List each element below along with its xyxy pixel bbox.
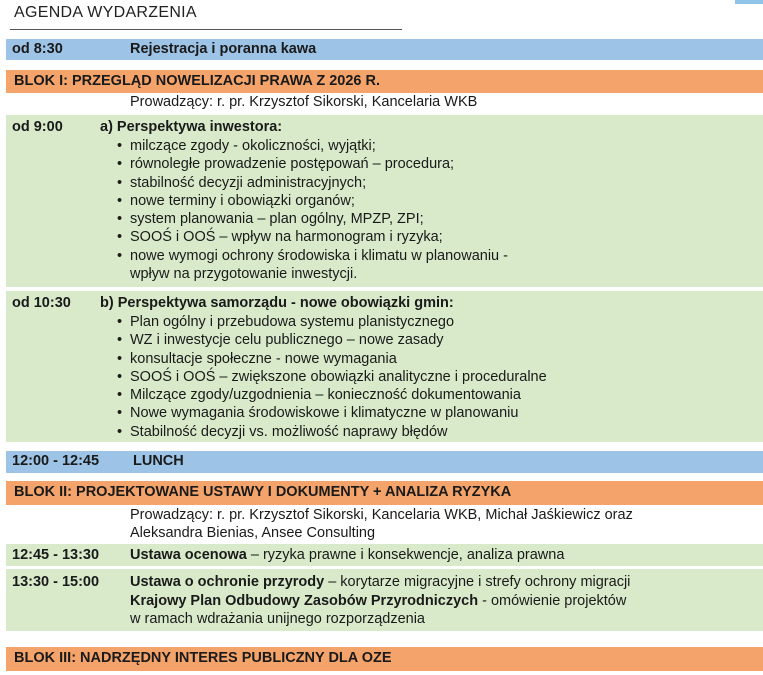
lunch-label: LUNCH [133, 453, 184, 469]
session2-line2 [130, 593, 742, 609]
block2-header [6, 481, 763, 505]
block2-header-text: BLOK II: PROJEKTOWANE USTAWY I DOKUMENTY + ANALIZA RYZYKA [14, 484, 512, 500]
session1-time: 12:45 - 13:30 [12, 547, 100, 563]
session1-text [130, 547, 564, 563]
block2-host-line1: Prowadzący: r. pr. Krzysztof Sikorski, Kancelaria WKB, Michał Jaśkiewicz oraz [130, 507, 633, 523]
session2-line1 [130, 574, 630, 590]
session2-line3: w ramach wdrażania unijnego rozporządzenia [130, 611, 425, 627]
part-a-title: a) Perspektywa inwestora: [100, 119, 283, 135]
session2-title: Ustawa o ochronie przyrody [130, 574, 325, 590]
block3-header-text: BLOK III: NADRZĘDNY INTERES PUBLICZNY DLA OZE [14, 650, 392, 666]
session1-title: Ustawa ocenowa [130, 547, 247, 563]
block1-header [6, 70, 763, 93]
registration-row [6, 39, 763, 60]
session2-time: 13:30 - 15:00 [12, 574, 100, 590]
part-a-list [116, 137, 508, 283]
block2-host-row [6, 506, 763, 544]
block3-header [6, 647, 763, 671]
part-b-list [116, 313, 547, 441]
list-item: • system planowania – plan ogólny, MPZP, ZPI; [116, 210, 508, 228]
list-item: • SOOŚ i OOŚ – zwiększone obowiązki analityczne i proceduralne [116, 368, 547, 386]
list-item: • równoległe prowadzenie postępowań – procedura; [116, 155, 508, 173]
list-item: • Plan ogólny i przebudowa systemu planistycznego [116, 313, 547, 331]
registration-label: Rejestracja i poranna kawa [130, 41, 317, 57]
list-item: • Stabilność decyzji vs. możliwość naprawy błędów [116, 423, 547, 441]
registration-time: od 8:30 [12, 41, 63, 57]
session1-rest: – ryzyka prawne i konsekwencje, analiza prawna [246, 547, 565, 563]
lunch-time: 12:00 - 12:45 [12, 453, 100, 469]
block2-session-2 [6, 569, 763, 631]
corner-accent [735, 0, 763, 4]
block1-host: Prowadzący: r. pr. Krzysztof Sikorski, Kancelaria WKB [130, 94, 478, 110]
block1-part-b [6, 291, 763, 442]
list-item: • nowe wymogi ochrony środowiska i klimatu w planowaniu - [116, 247, 508, 265]
list-item: • konsultacje społeczne - nowe wymagania [116, 350, 547, 368]
list-item: • WZ i inwestycje celu publicznego – nowe zasady [116, 331, 547, 349]
block2-host-line2: Aleksandra Bienias, Ansee Consulting [130, 525, 376, 541]
list-item: • SOOŚ i OOŚ – wpływ na harmonogram i ryzyka; [116, 228, 508, 246]
title-underline [10, 29, 402, 30]
part-b-time: od 10:30 [12, 295, 71, 311]
block2-session-1 [6, 544, 763, 566]
lunch-row [6, 451, 763, 473]
list-item-continuation: wpływ na przygotowanie inwestycji. [130, 266, 358, 283]
list-item: • Nowe wymagania środowiskowe i klimatyczne w planowaniu [116, 404, 547, 422]
list-item: • milczące zgody - okoliczności, wyjątki; [116, 137, 508, 155]
block1-header-text: BLOK I: PRZEGLĄD NOWELIZACJI PRAWA Z 2026 R. [14, 73, 381, 89]
block1-host-row [6, 93, 763, 113]
list-item: • nowe terminy i obowiązki organów; [116, 192, 508, 210]
list-item: • stabilność decyzji administracyjnych; [116, 174, 508, 192]
part-b-title: b) Perspektywa samorządu - nowe obowiązki gmin: [100, 295, 454, 311]
list-item: • Milczące zgody/uzgodnienia – konieczność dokumentowania [116, 386, 547, 404]
session2-line2-bold: Krajowy Plan Odbudowy Zasobów Przyrodniczych [130, 593, 479, 609]
part-a-time: od 9:00 [12, 119, 63, 135]
session2-rest: – korytarze migracyjne i strefy ochrony migracji [324, 574, 631, 590]
block1-part-a [6, 115, 763, 287]
session2-line2-rest: - omówienie projektów [478, 593, 627, 609]
page-title: AGENDA WYDARZENIA [14, 4, 197, 21]
